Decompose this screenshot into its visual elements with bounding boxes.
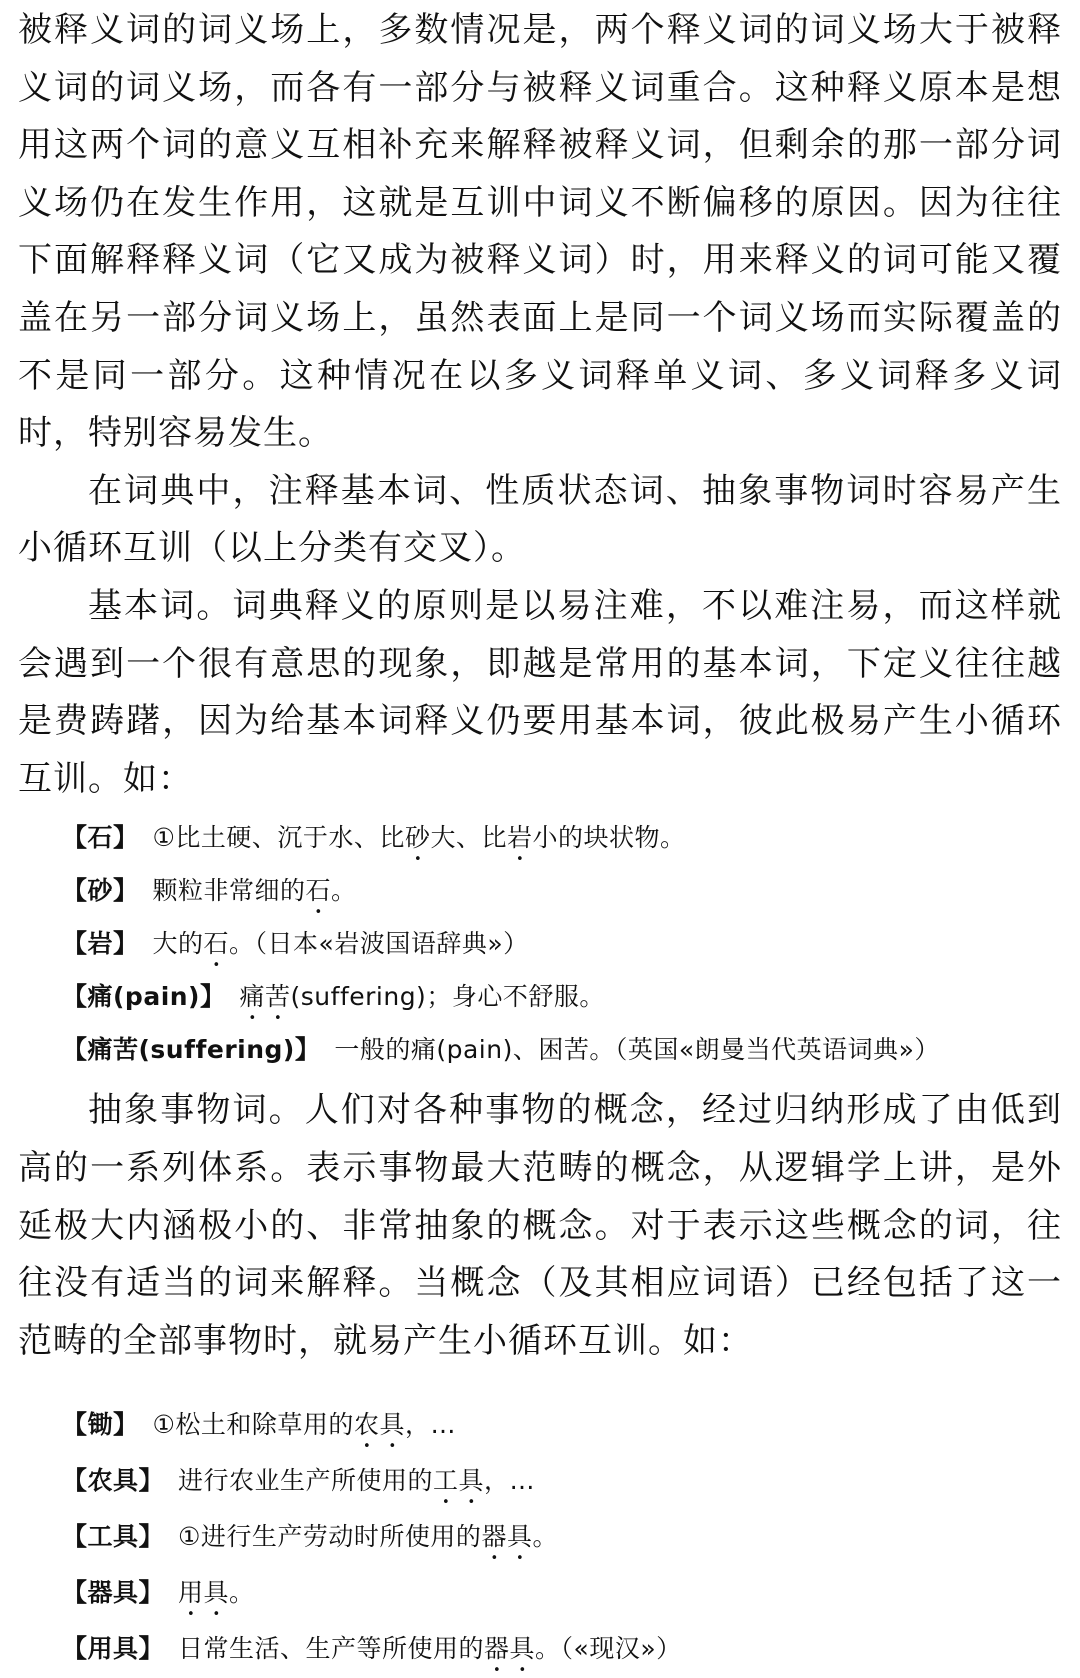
- entry-headword: 【石】: [62, 823, 139, 853]
- entry-definition-text: ，…: [484, 1466, 536, 1496]
- emphasized-word: 器具: [481, 1522, 533, 1552]
- entry-definition-text: 小的块状物。: [532, 823, 686, 853]
- entry-headword: 【岩】: [62, 929, 139, 959]
- emphasized-word: 用具: [178, 1578, 230, 1608]
- emphasized-word: 石: [305, 876, 332, 906]
- entry-definition-text: 。: [229, 1578, 255, 1608]
- entry-definition-text: ，…: [404, 1410, 456, 1440]
- entry-definition-text: 进行农业生产所使用的: [178, 1466, 434, 1496]
- entry-headword: 【锄】: [62, 1410, 139, 1440]
- paragraph-basic-words: 基本词。词典释义的原则是以易注难，不以难注易，而这样就会遇到一个很有意思的现象，即越是常用的基本词，下定义往往越是费踌躇，因为给基本词释义仍要用基本词，彼此极易产生小循环互训。如：: [18, 585, 1062, 799]
- entry-qiju: [62, 1566, 1062, 1622]
- entry-headword: 【砂】: [62, 876, 139, 906]
- entry-definition-text: 。: [532, 1522, 558, 1552]
- entry-gongju: [62, 1510, 1062, 1566]
- entry-definition-text: 一般的痛(pain)、困苦。（英国«朗曼当代英语词典»）: [334, 1035, 940, 1065]
- dictionary-examples-basic-words: [18, 814, 1062, 1074]
- entry-headword: 【痛苦(suffering)】: [62, 1035, 321, 1065]
- entry-definition-text: 颗粒非常细的: [152, 876, 306, 906]
- emphasized-word: 岩: [506, 823, 533, 853]
- emphasized-word: 痛苦: [239, 982, 291, 1012]
- entry-headword: 【农具】: [62, 1466, 165, 1496]
- emphasized-word: 农具: [353, 1410, 405, 1440]
- entry-definition-text: 。（日本«岩波国语辞典»）: [229, 929, 529, 959]
- emphasized-word: 器具: [484, 1634, 536, 1664]
- entry-chu: [62, 1398, 1062, 1454]
- entry-definition-text: ①进行生产劳动时所使用的: [178, 1522, 482, 1552]
- entry-headword: 【痛(pain)】: [62, 982, 226, 1012]
- entry-definition-text: 日常生活、生产等所使用的: [178, 1634, 485, 1664]
- entry-tong-pain: [62, 973, 1062, 1026]
- emphasized-word: 工具: [433, 1466, 485, 1496]
- entry-definition-text: 。（«现汉»）: [535, 1634, 682, 1664]
- paragraph-small-circular-glossing: 在词典中，注释基本词、性质状态词、抽象事物词时容易产生小循环互训（以上分类有交叉）。: [18, 470, 1062, 569]
- dictionary-examples-abstract-words: [18, 1398, 1062, 1678]
- entry-yan: [62, 920, 1062, 973]
- entry-definition-text: 。: [331, 876, 357, 906]
- entry-definition-text: 大的: [152, 929, 204, 959]
- entry-nongju: [62, 1454, 1062, 1510]
- entry-definition-text: ①松土和除草用的: [152, 1410, 354, 1440]
- paragraph-abstract-words: 抽象事物词。人们对各种事物的概念，经过归纳形成了由低到高的一系列体系。表示事物最大范畴的概念，从逻辑学上讲，是外延极大内涵极小的、非常抽象的概念。对于表示这些概念的词，往往没有适当的词来解释。当概念（及其相应词语）已经包括了这一范畴的全部事物时，就易产生小循环互训。如：: [18, 1090, 1062, 1361]
- entry-headword: 【器具】: [62, 1578, 165, 1608]
- paragraph-continuation: 被释义词的词义场上，多数情况是，两个释义词的词义场大于被释义词的词义场，而各有一部分与被释义词重合。这种释义原本是想用这两个词的意义互相补充来解释被释义词，但剩余的那一部分词义场仍在发生作用，这就是互训中词义不断偏移的原因。因为往往下面解释释义词（它又成为被释义词）时，用来释义的词可能又覆盖在另一部分词义场上，虽然表面上是同一个词义场而实际覆盖的不是同一部分。这种情况在以多义词释单义词、多义词释多义词时，特别容易发生。: [18, 10, 1062, 454]
- entry-definition-text: (suffering)；身心不舒服。: [290, 982, 605, 1012]
- entry-yongju: [62, 1622, 1062, 1678]
- emphasized-word: 石: [203, 929, 230, 959]
- entry-sha: [62, 867, 1062, 920]
- entry-definition-text: ①比土硬、沉于水、比: [152, 823, 405, 853]
- entry-headword: 【用具】: [62, 1634, 165, 1664]
- entry-definition-text: 大、比: [430, 823, 507, 853]
- entry-shi: [62, 814, 1062, 867]
- entry-headword: 【工具】: [62, 1522, 165, 1552]
- emphasized-word: 砂: [404, 823, 431, 853]
- entry-tongku-suffering: [62, 1026, 1062, 1074]
